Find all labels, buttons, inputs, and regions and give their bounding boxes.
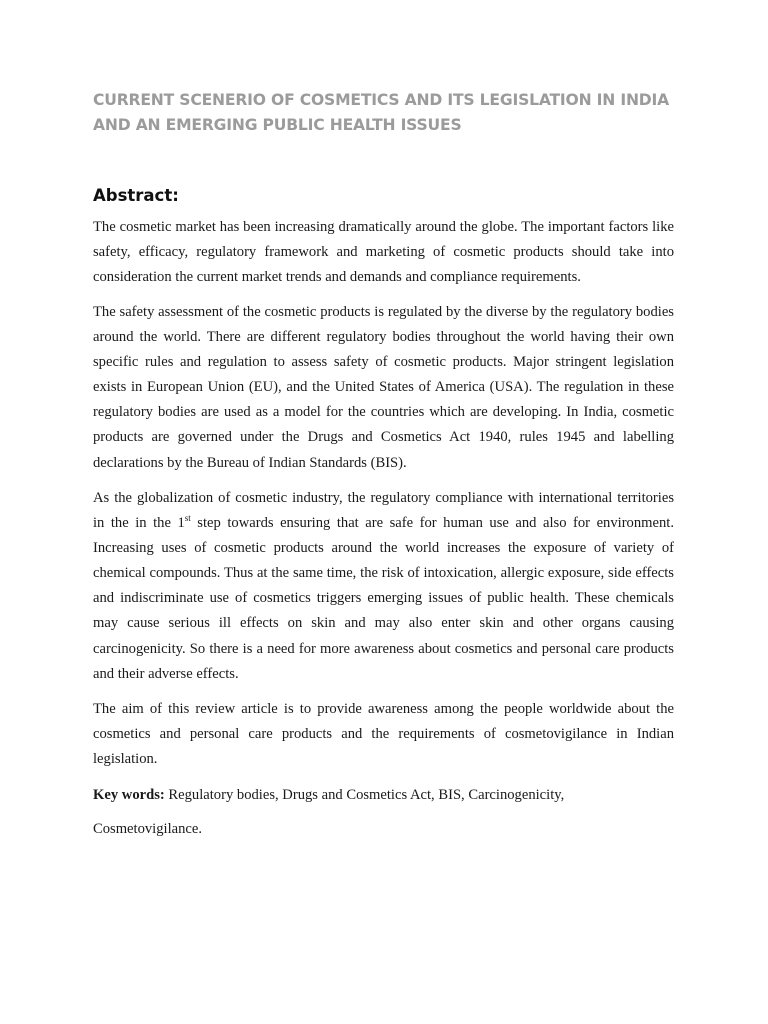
ordinal-superscript: st	[184, 513, 191, 524]
abstract-paragraph-4: The aim of this review article is to provide awareness among the people worldwide about the cosmetics and personal care products and the requirements of cosmetovigilance in Indian legislation.	[93, 701, 674, 768]
abstract-heading: Abstract:	[93, 186, 179, 205]
abstract-paragraph-3	[93, 486, 674, 687]
paragraph-3-text-end: step towards ensuring that are safe for human use and also for environment. Increasing uses of cosmetic products around the world increases the exposure of variety of chemical compounds. Thus at the same time, the risk of intoxication, allergic exposure, side effects and indiscriminate use of cosmetics triggers emerging issues of public health. These chemicals may cause serious ill effects on skin and may also enter skin and other organs causing carcinogenicity. So there is a need for more awareness about cosmetics and personal care products and their adverse effects.	[93, 515, 674, 682]
keywords-label: Key words:	[93, 787, 165, 803]
keywords-line-continued: Cosmetovigilance.	[93, 821, 203, 837]
paragraph-3-text-start: As the globalization of cosmetic industry, the regulatory compliance with international territories in the in the 1	[93, 490, 674, 532]
keywords-list: Regulatory bodies, Drugs and Cosmetics Act, BIS, Carcinogenicity,	[164, 787, 565, 803]
paper-title: CURRENT SCENERIO OF COSMETICS AND ITS LEGISLATION IN INDIA AND AN EMERGING PUBLIC HEALTH ISSUES	[93, 91, 670, 134]
keywords-line	[93, 783, 674, 808]
abstract-paragraph-2: The safety assessment of the cosmetic products is regulated by the diverse by the regulatory bodies around the world. There are different regulatory bodies throughout the world having their own specific rules and regulation to assess safety of cosmetic products. Major stringent legislation exists in European Union (EU), and the United States of America (USA). The regulation in these regulatory bodies are used as a model for the countries which are developing. In India, cosmetic products are governed under the Drugs and Cosmetics Act 1940, rules 1945 and labelling declarations by the Bureau of Indian Standards (BIS).	[93, 304, 674, 471]
abstract-paragraph-1: The cosmetic market has been increasing dramatically around the globe. The important factors like safety, efficacy, regulatory framework and marketing of cosmetic products should take into consideration the current market trends and demands and compliance requirements.	[93, 219, 674, 286]
